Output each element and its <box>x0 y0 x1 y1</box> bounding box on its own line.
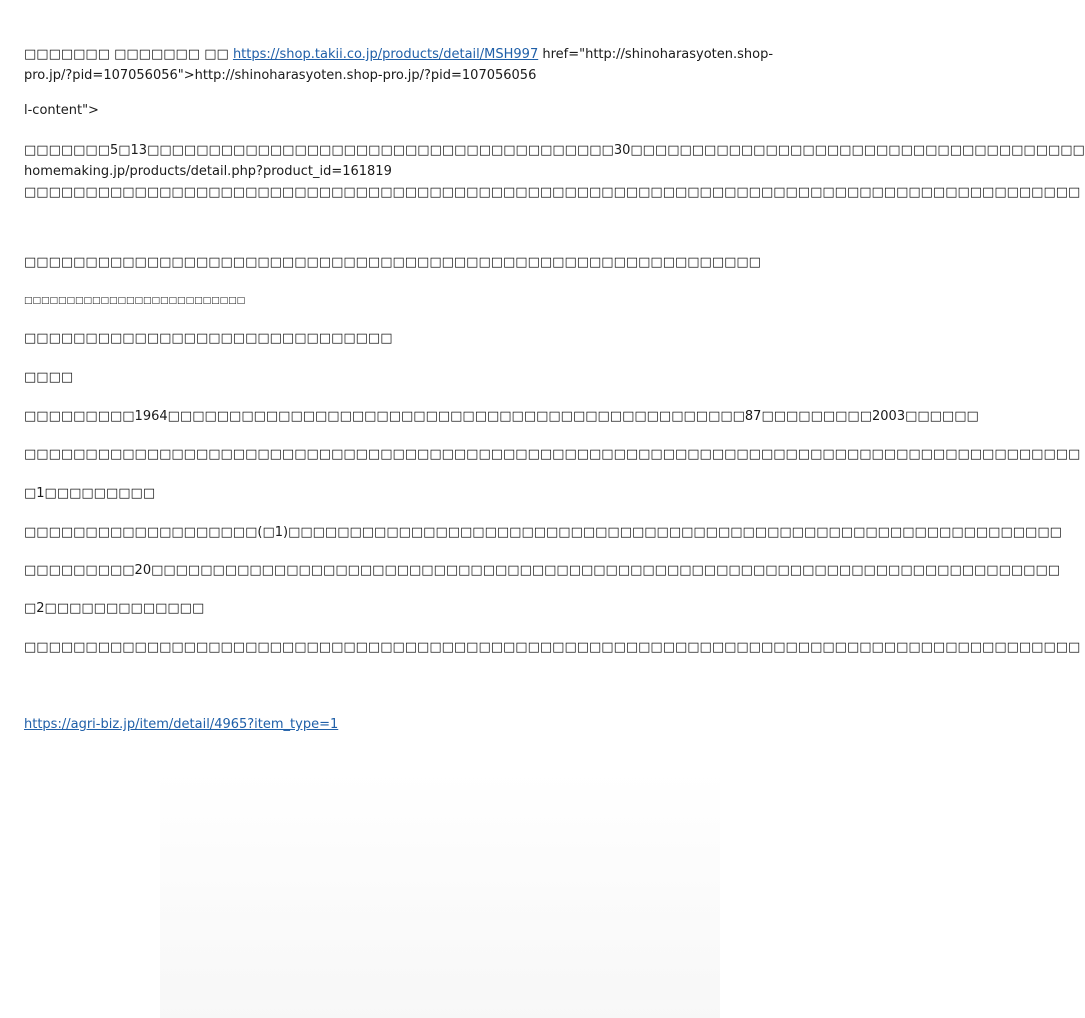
background-shading <box>160 770 720 1018</box>
paragraph-5: □□□□□□□□□1964□□□□□□□□□□□□□□□□□□□□□□□□□□□□□□□□□□□□□□□□□□□□□□□87□□□□□□□□□2003□□□□□□ <box>24 409 979 424</box>
header-block <box>24 44 774 86</box>
takii-product-link[interactable]: https://shop.takii.co.jp/products/detail/MSH997 <box>232 47 539 62</box>
section-heading-2: □2□□□□□□□□□□□□□ <box>24 601 205 616</box>
paragraph-1 <box>24 140 1085 203</box>
paragraph-6: □□□□□□□□□□□□□□□□□□□□□□□□□□□□□□□□□□□□□□□□□□□□□□□□□□□□□□□□□□□□□□□□□□□□□□□□□□□□□□□□□□□□□□ <box>24 447 1081 462</box>
paragraph-1-line-2: homemaking.jp/products/detail.php?product_id=161819 <box>24 164 392 179</box>
header-prefix: □□□□□□□ □□□□□□□ □□ <box>24 47 229 62</box>
header-line-2: pro.jp/?pid=107056056">http://shinoharasyoten.shop-pro.jp/?pid=107056056 <box>24 68 537 83</box>
agri-biz-link[interactable]: https://agri-biz.jp/item/detail/4965?item_type=1 <box>24 717 339 732</box>
paragraph-3: □□□□□□□□□□□□□□□□□□□□□□□□□□□□□□ <box>24 331 393 346</box>
paragraph-8: □□□□□□□□□20□□□□□□□□□□□□□□□□□□□□□□□□□□□□□□□□□□□□□□□□□□□□□□□□□□□□□□□□□□□□□□□□□□□□□□□□□□ <box>24 563 1061 578</box>
paragraph-2: □□□□□□□□□□□□□□□□□□□□□□□□□□□□□□□□□□□□□□□□□□□□□□□□□□□□□□□□□□□□ <box>24 255 761 270</box>
content-fragment: l-content"> <box>24 103 99 118</box>
paragraph-7: □□□□□□□□□□□□□□□□□□□(□1)□□□□□□□□□□□□□□□□□□□□□□□□□□□□□□□□□□□□□□□□□□□□□□□□□□□□□□□□□□□□□□□ <box>24 525 1062 540</box>
section-heading-1: □1□□□□□□□□□ <box>24 486 156 501</box>
paragraph-4: □□□□ <box>24 370 74 385</box>
footer-link-block <box>24 714 696 735</box>
header-suffix: href="http://shinoharasyoten.shop- <box>538 47 774 62</box>
small-text-line: □□□□□□□□□□□□□□□□□□□□□□□□□□ <box>24 296 246 306</box>
paragraph-9: □□□□□□□□□□□□□□□□□□□□□□□□□□□□□□□□□□□□□□□□□□□□□□□□□□□□□□□□□□□□□□□□□□□□□□□□□□□□□□□□□□□□□□ <box>24 640 1081 655</box>
header-line-1 <box>24 44 774 65</box>
paragraph-1-line-3: □□□□□□□□□□□□□□□□□□□□□□□□□□□□□□□□□□□□□□□□□□□□□□□□□□□□□□□□□□□□□□□□□□□□□□□□□□□□□□□□□□□□□□ <box>24 185 1081 200</box>
paragraph-1-line-1: □□□□□□□5□13□□□□□□□□□□□□□□□□□□□□□□□□□□□□□□□□□□□□□□30□□□□□□□□□□□□□□□□□□□□□□□□□□□□□□□□□□□□□ <box>24 143 1085 158</box>
